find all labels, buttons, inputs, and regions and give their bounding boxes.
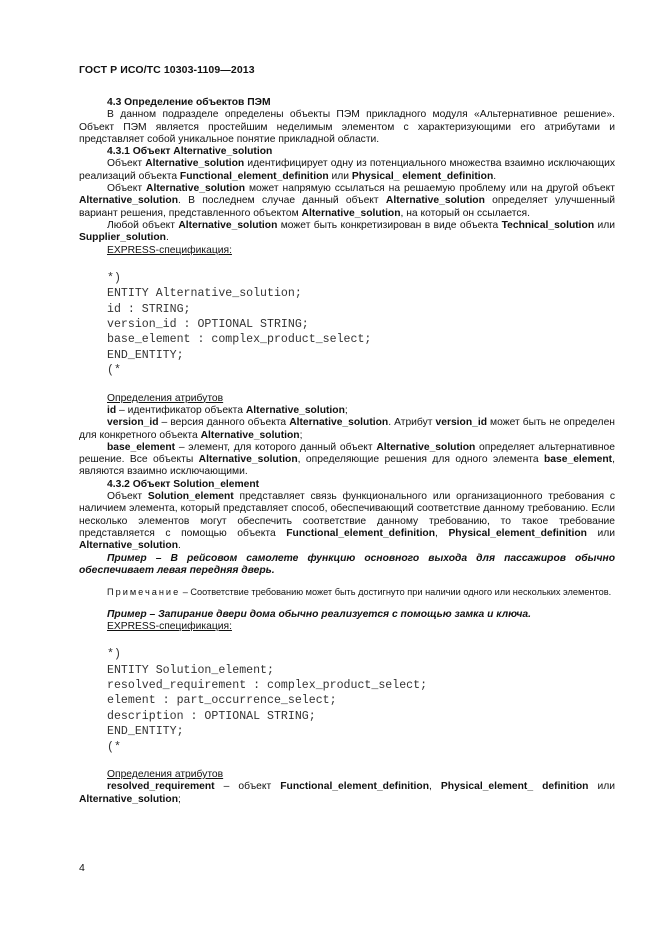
attribute-definitions-label: Определения атрибутов: [107, 392, 224, 404]
code-line: END_ENTITY;: [107, 348, 184, 362]
page-content: [79, 97, 615, 806]
section-heading-4-3-1: 4.3.1 Объект Alternative_solution: [107, 146, 273, 158]
paragraph: Объект Solution_element представляет связь функционального или организационного требования с наличием элемента, который представляет способ, обеспечивающий соответствие данному требованию. Если несколько элементов могут обеспечить соответствие данному требованию, то такое требование представляется с помощью объекта Functional_element_definition, Physical_element_definition или Alternative_solution.: [79, 491, 615, 552]
code-line: base_element : complex_product_select;: [107, 333, 372, 347]
code-line: element : part_occurrence_select;: [107, 694, 337, 708]
note-label: Примечание: [107, 587, 181, 598]
code-line: (*: [107, 740, 121, 754]
code-line: END_ENTITY;: [107, 725, 184, 739]
paragraph: Объект Alternative_solution может напрямую ссылаться на решаемую проблему или на другой объект Alternative_solution. В последнем случае данный объект Alternative_solution определяет улучшенный вариант решения, представленного объектом Alternative_solution, на который он ссылается.: [79, 183, 615, 219]
code-line: ENTITY Solution_element;: [107, 663, 274, 677]
attribute-definition: resolved_requirement – объект Functional_element_definition, Physical_element_ definition или Alternative_solution;: [79, 781, 616, 805]
code-line: description : OPTIONAL STRING;: [107, 709, 316, 723]
attribute-definition: id – идентификатор объекта Alternative_solution;: [107, 405, 348, 416]
example-text: Пример – Запирание двери дома обычно реализуется с помощью замка и ключа.: [107, 608, 531, 620]
code-line: ENTITY Alternative_solution;: [107, 287, 302, 301]
express-code-block: [79, 647, 615, 755]
attribute-definition: base_element – элемент, для которого данный объект Alternative_solution определяет альтернативное решение. Все объекты Alternative_solution, определяющие решения для одного элемента base_element, являются взаимно исключающими.: [79, 441, 615, 478]
note: Примечание – Соответствие требованию может быть достигнуто при наличии одного или нескольких элементов.: [107, 587, 612, 598]
express-code-block: [79, 271, 615, 379]
code-line: *): [107, 271, 121, 285]
attribute-definitions-label: Определения атрибутов: [107, 769, 224, 781]
section-heading-4-3: 4.3 Определение объектов ПЭМ: [107, 97, 271, 108]
code-line: resolved_requirement : complex_product_select;: [107, 679, 428, 693]
express-spec-label: EXPRESS-спецификация:: [107, 244, 232, 256]
paragraph: Любой объект Alternative_solution может быть конкретизирован в виде объекта Technical_solution или Supplier_solution.: [79, 219, 616, 244]
code-line: (*: [107, 364, 121, 378]
paragraph: В данном подразделе определены объекты ПЭМ прикладного модуля «Альтернативное решение». Объект ПЭМ является простейшим неделимым элементом с характеризующими его атрибутами и представляет собой уникальное понятие прикладной области.: [79, 109, 615, 145]
paragraph: Объект Alternative_solution идентифицирует одну из потенциального множества взаимно исключающих реализаций объекта Functional_element_definition или Physical_ element_definition.: [79, 158, 615, 182]
section-heading-4-3-2: 4.3.2 Объект Solution_element: [107, 478, 260, 490]
code-line: version_id : OPTIONAL STRING;: [107, 318, 309, 332]
document-header: ГОСТ Р ИСО/ТС 10303-1109—2013: [79, 64, 255, 76]
attribute-definition: version_id – версия данного объекта Alternative_solution. Атрибут version_id может быть не определен для конкретного объекта Alternative_solution;: [79, 417, 615, 441]
code-line: id : STRING;: [107, 302, 191, 316]
code-line: *): [107, 648, 121, 662]
example-text: Пример – В рейсовом самолете функцию основного выхода для пассажиров обычно обеспечивает левая передняя дверь.: [79, 552, 615, 576]
express-spec-label: EXPRESS-спецификация:: [107, 620, 232, 632]
page-number: 4: [79, 862, 85, 874]
